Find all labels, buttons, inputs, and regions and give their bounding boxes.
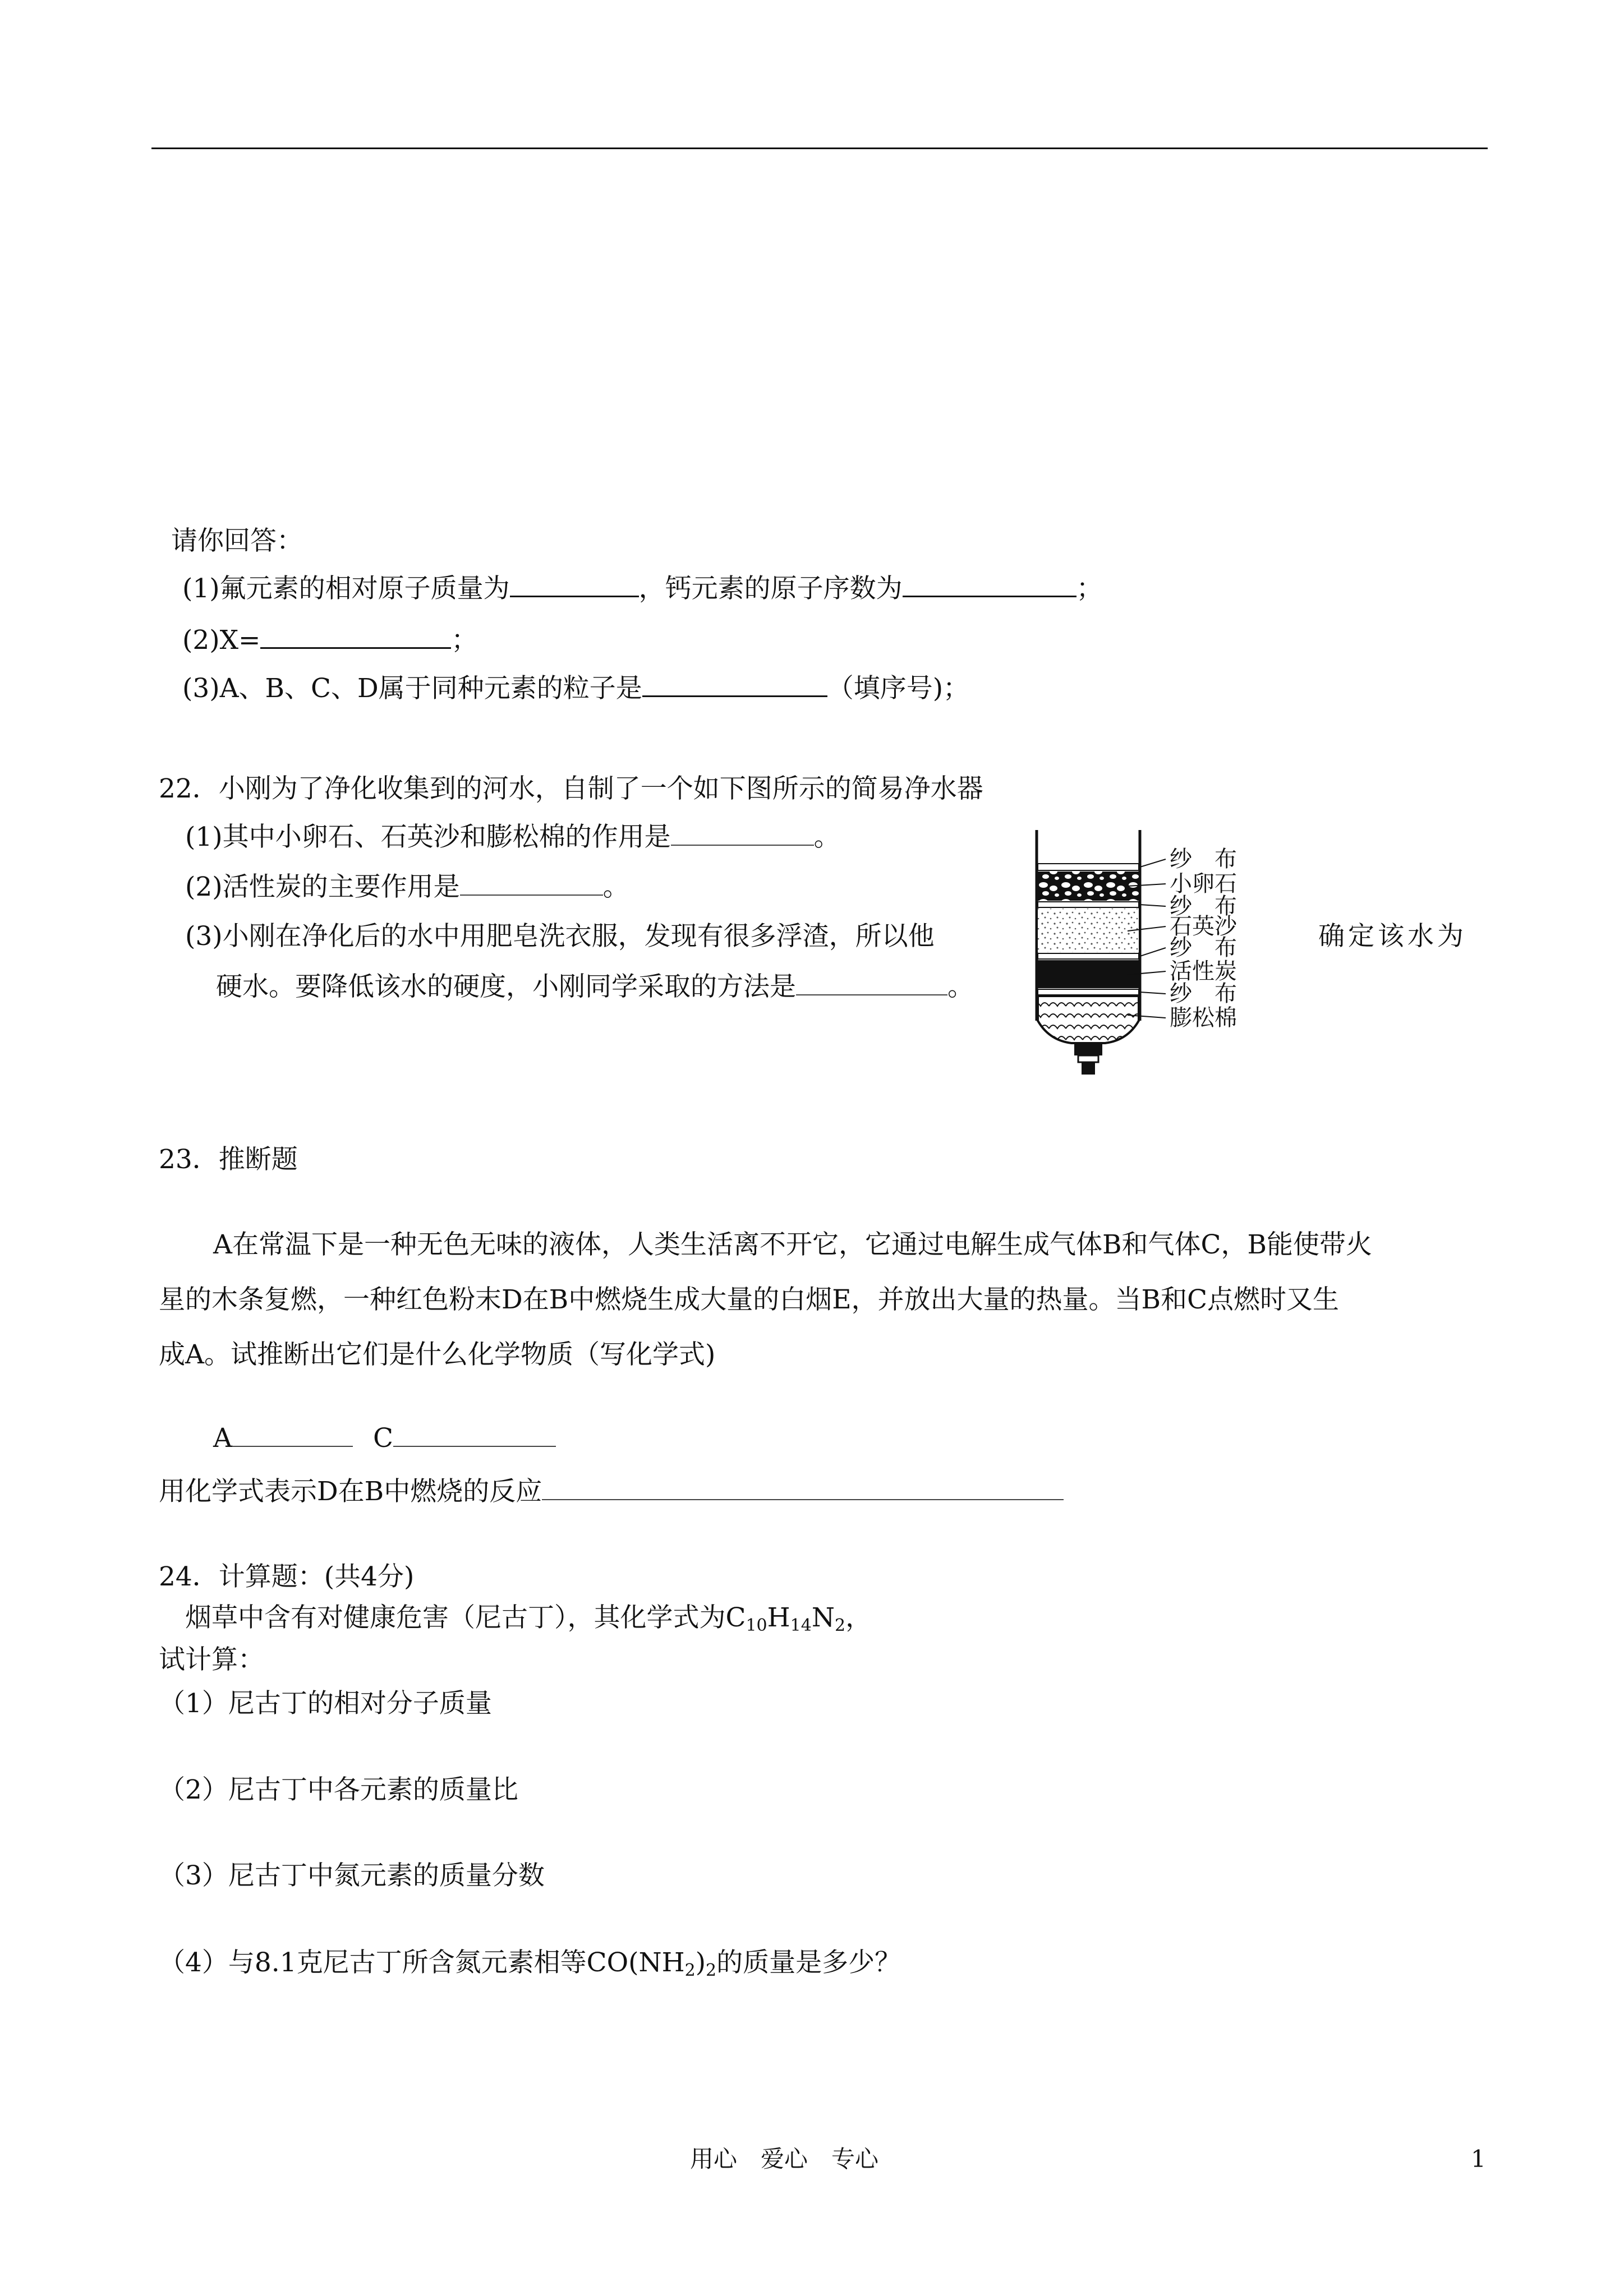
q23-reaction <box>159 1475 1064 1509</box>
answer-blank[interactable] <box>260 625 451 649</box>
q23-para-line3: 成A。试推断出它们是什么化学物质（写化学式) <box>159 1339 716 1370</box>
q24-line2: 试计算： <box>159 1644 264 1675</box>
q22-part3-line1-right: 确定该水为 <box>1318 921 1467 952</box>
q22-part1 <box>185 820 840 854</box>
q23-reaction-text: 用化学式表示D在B中燃烧的反应 <box>159 1476 542 1507</box>
q24-sub2: （2）尼古丁中各元素的质量比 <box>159 1774 518 1805</box>
filter-bottle <box>1037 830 1140 1075</box>
filter-label-activated-carbon: 活性炭 <box>1170 958 1237 984</box>
q23-c-label: C <box>373 1423 393 1454</box>
q22-part3-end: 。 <box>947 971 974 1002</box>
q22-title: 22．小刚为了净化收集到的河水，自制了一个如下图所示的简易净水器 <box>159 773 983 804</box>
q21-part2-text: (2)X= <box>182 625 261 656</box>
q22-part3-line2 <box>216 970 974 1004</box>
q22-part3-text: 硬水。要降低该水的硬度，小刚同学采取的方法是 <box>216 971 796 1002</box>
urea-formula: $CO(NH_2)_2$ <box>586 1947 717 1980</box>
answer-blank[interactable] <box>393 1423 556 1447</box>
q22-part2-text: (2)活性炭的主要作用是 <box>185 872 460 902</box>
filter-label-gauze: 纱 布 <box>1170 893 1237 919</box>
q24-line1: 烟草中含有对健康危害（尼古丁），其化学式为$C_{10}H_{14}N_2$， <box>185 1602 872 1635</box>
q24-title: 24．计算题：(共4分) <box>159 1561 415 1592</box>
q21-part3 <box>182 672 969 706</box>
answer-blank[interactable] <box>460 872 603 896</box>
q22-part1-text: (1)其中小卵石、石英沙和膨松棉的作用是 <box>185 822 671 852</box>
q24-sub4-text-b: 的质量是多少？ <box>716 1947 901 1978</box>
q23-a-label: A <box>213 1423 232 1454</box>
answer-blank[interactable] <box>510 573 639 597</box>
q21-part1-text-a: (1)氟元素的相对原子质量为 <box>182 573 510 604</box>
q22-part3-line1: (3)小刚在净化后的水中用肥皂洗衣服，发现有很多浮渣，所以他 <box>185 921 935 952</box>
q24-sub4 <box>159 1946 901 1980</box>
page-number: 1 <box>1471 2145 1486 2173</box>
nicotine-formula: $C_{10}H_{14}N_2$ <box>725 1602 846 1635</box>
q21-part1 <box>182 572 1103 606</box>
q24-sub4-text-a: （4）与8.1克尼古丁所含氮元素相等 <box>159 1947 587 1978</box>
answer-blank[interactable] <box>232 1423 353 1447</box>
q22-part2-end: 。 <box>602 872 629 902</box>
filter-label-cotton: 膨松棉 <box>1170 1005 1237 1031</box>
q23-para-line1: A在常温下是一种无色无味的液体，人类生活离不开它，它通过电解生成气体B和气体C，B能使带火 <box>213 1229 1372 1260</box>
q21-part2 <box>182 624 477 657</box>
q21-part3-text-a: (3)A、B、C、D属于同种元素的粒子是 <box>182 673 642 704</box>
q21-intro: 请你回答： <box>171 525 303 556</box>
q22-part2 <box>185 870 629 904</box>
filter-label-pebbles: 小卵石 <box>1170 871 1237 897</box>
q24-sub3: （3）尼古丁中氮元素的质量分数 <box>159 1860 545 1891</box>
q23-answer-a <box>213 1422 353 1455</box>
q21-part1-end: ； <box>1076 573 1103 604</box>
q24-sub1: （1）尼古丁的相对分子质量 <box>159 1688 492 1719</box>
q21-part2-end: ； <box>451 625 478 656</box>
q22-part1-end: 。 <box>813 822 840 852</box>
water-filter-diagram <box>1015 830 1301 1077</box>
header-rule <box>151 147 1488 149</box>
answer-blank[interactable] <box>903 573 1076 597</box>
answer-blank[interactable] <box>796 972 947 995</box>
filter-label-gauze: 纱 布 <box>1170 935 1237 961</box>
q23-answer-c <box>373 1422 556 1455</box>
q21-part3-text-b: （填序号)； <box>827 673 970 704</box>
q21-part1-text-b: ，钙元素的原子序数为 <box>638 573 903 604</box>
q23-para-line2: 星的木条复燃，一种红色粉末D在B中燃烧生成大量的白烟E，并放出大量的热量。当B和C点燃时又生 <box>159 1284 1340 1315</box>
footer-motto: 用心 爱心 专心 <box>690 2145 879 2173</box>
answer-blank[interactable] <box>642 673 827 697</box>
filter-label-gauze: 纱 布 <box>1170 981 1237 1007</box>
q24-line1-text: 烟草中含有对健康危害（尼古丁），其化学式为 <box>185 1602 726 1633</box>
q23-title: 23．推断题 <box>159 1144 298 1175</box>
answer-blank[interactable] <box>671 822 814 846</box>
filter-label-gauze: 纱 布 <box>1170 846 1237 872</box>
filter-label-quartz-sand: 石英沙 <box>1170 914 1237 939</box>
answer-blank[interactable] <box>542 1477 1064 1500</box>
